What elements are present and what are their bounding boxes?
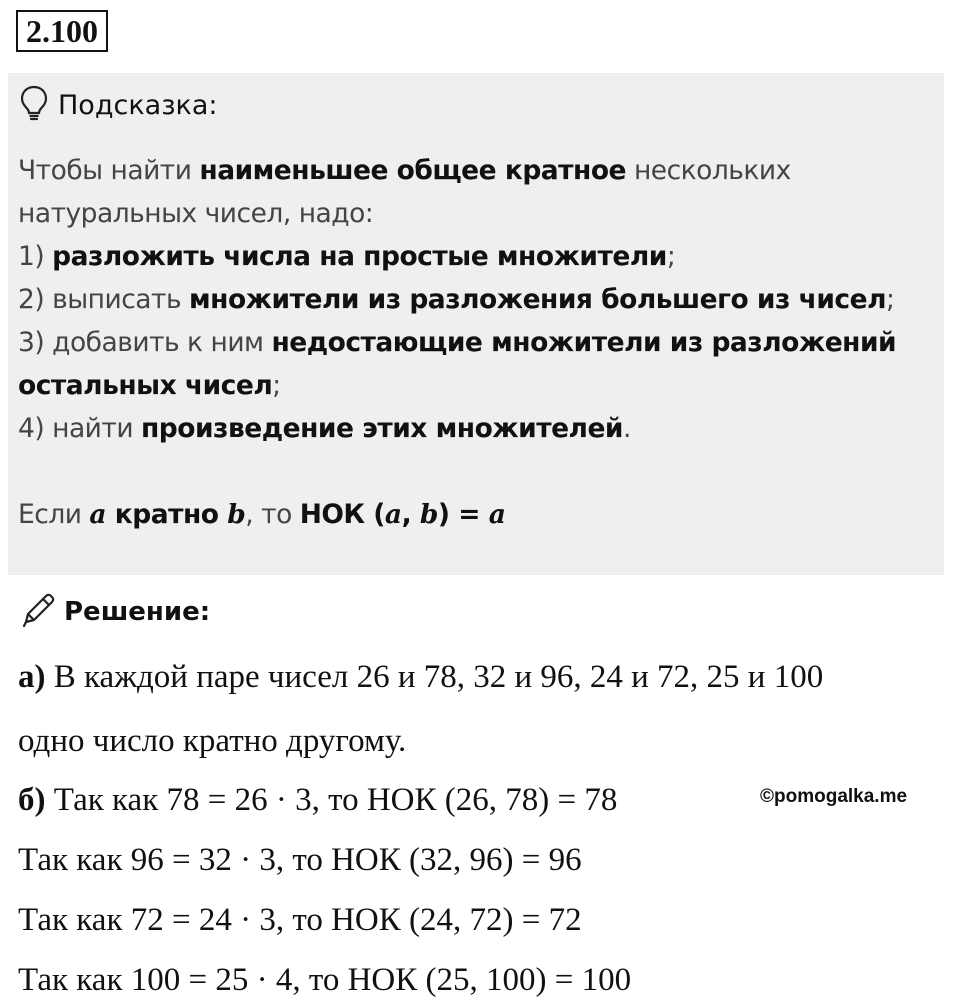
hint-step-4: 4) найти произведение этих множителей. [18,413,631,444]
solution-title: Решение: [64,597,211,627]
hint-step-3: 3) добавить к ним недостающие множители из разложений [18,327,897,358]
hint-body [18,149,933,536]
hint-panel [8,73,944,575]
hint-intro: Чтобы найти наименьшее общее кратное нескольких [18,155,791,186]
hint-step-1: 1) разложить числа на простые множители; [18,241,676,272]
hint-spacer [18,450,933,493]
hint-title: Подсказка: [58,89,218,121]
hint-header [20,87,218,123]
hint-intro-cont: натуральных чисел, надо: [18,198,374,229]
hint-step-2: 2) выписать множители из разложения большего из чисел; [18,284,895,315]
solution-header [18,592,210,632]
solution-b-line-4: Так как 100 = 25 · 4, то НОК (25, 100) = 100 [18,962,632,998]
lightbulb-icon [20,85,48,126]
solution-a-line-1: а) В каждой паре чисел 26 и 78, 32 и 96, 24 и 72, 25 и 100 [18,659,824,695]
pencil-icon [18,590,58,635]
solution-a-line-2: одно число кратно другому. [18,723,407,759]
watermark: ©pomogalka.me [760,786,908,807]
solution-b-line-2: Так как 96 = 32 · 3, то НОК (32, 96) = 96 [18,842,582,878]
solution-b-line-1: б) Так как 78 = 26 · 3, то НОК (26, 78) = 78 [18,782,618,818]
problem-number: 2.100 [16,10,108,52]
hint-rule: Если a кратно b, то НОК (a, b) = a [18,499,506,530]
hint-step-3-cont: остальных чисел; [18,370,281,401]
solution-b-line-3: Так как 72 = 24 · 3, то НОК (24, 72) = 72 [18,902,582,938]
